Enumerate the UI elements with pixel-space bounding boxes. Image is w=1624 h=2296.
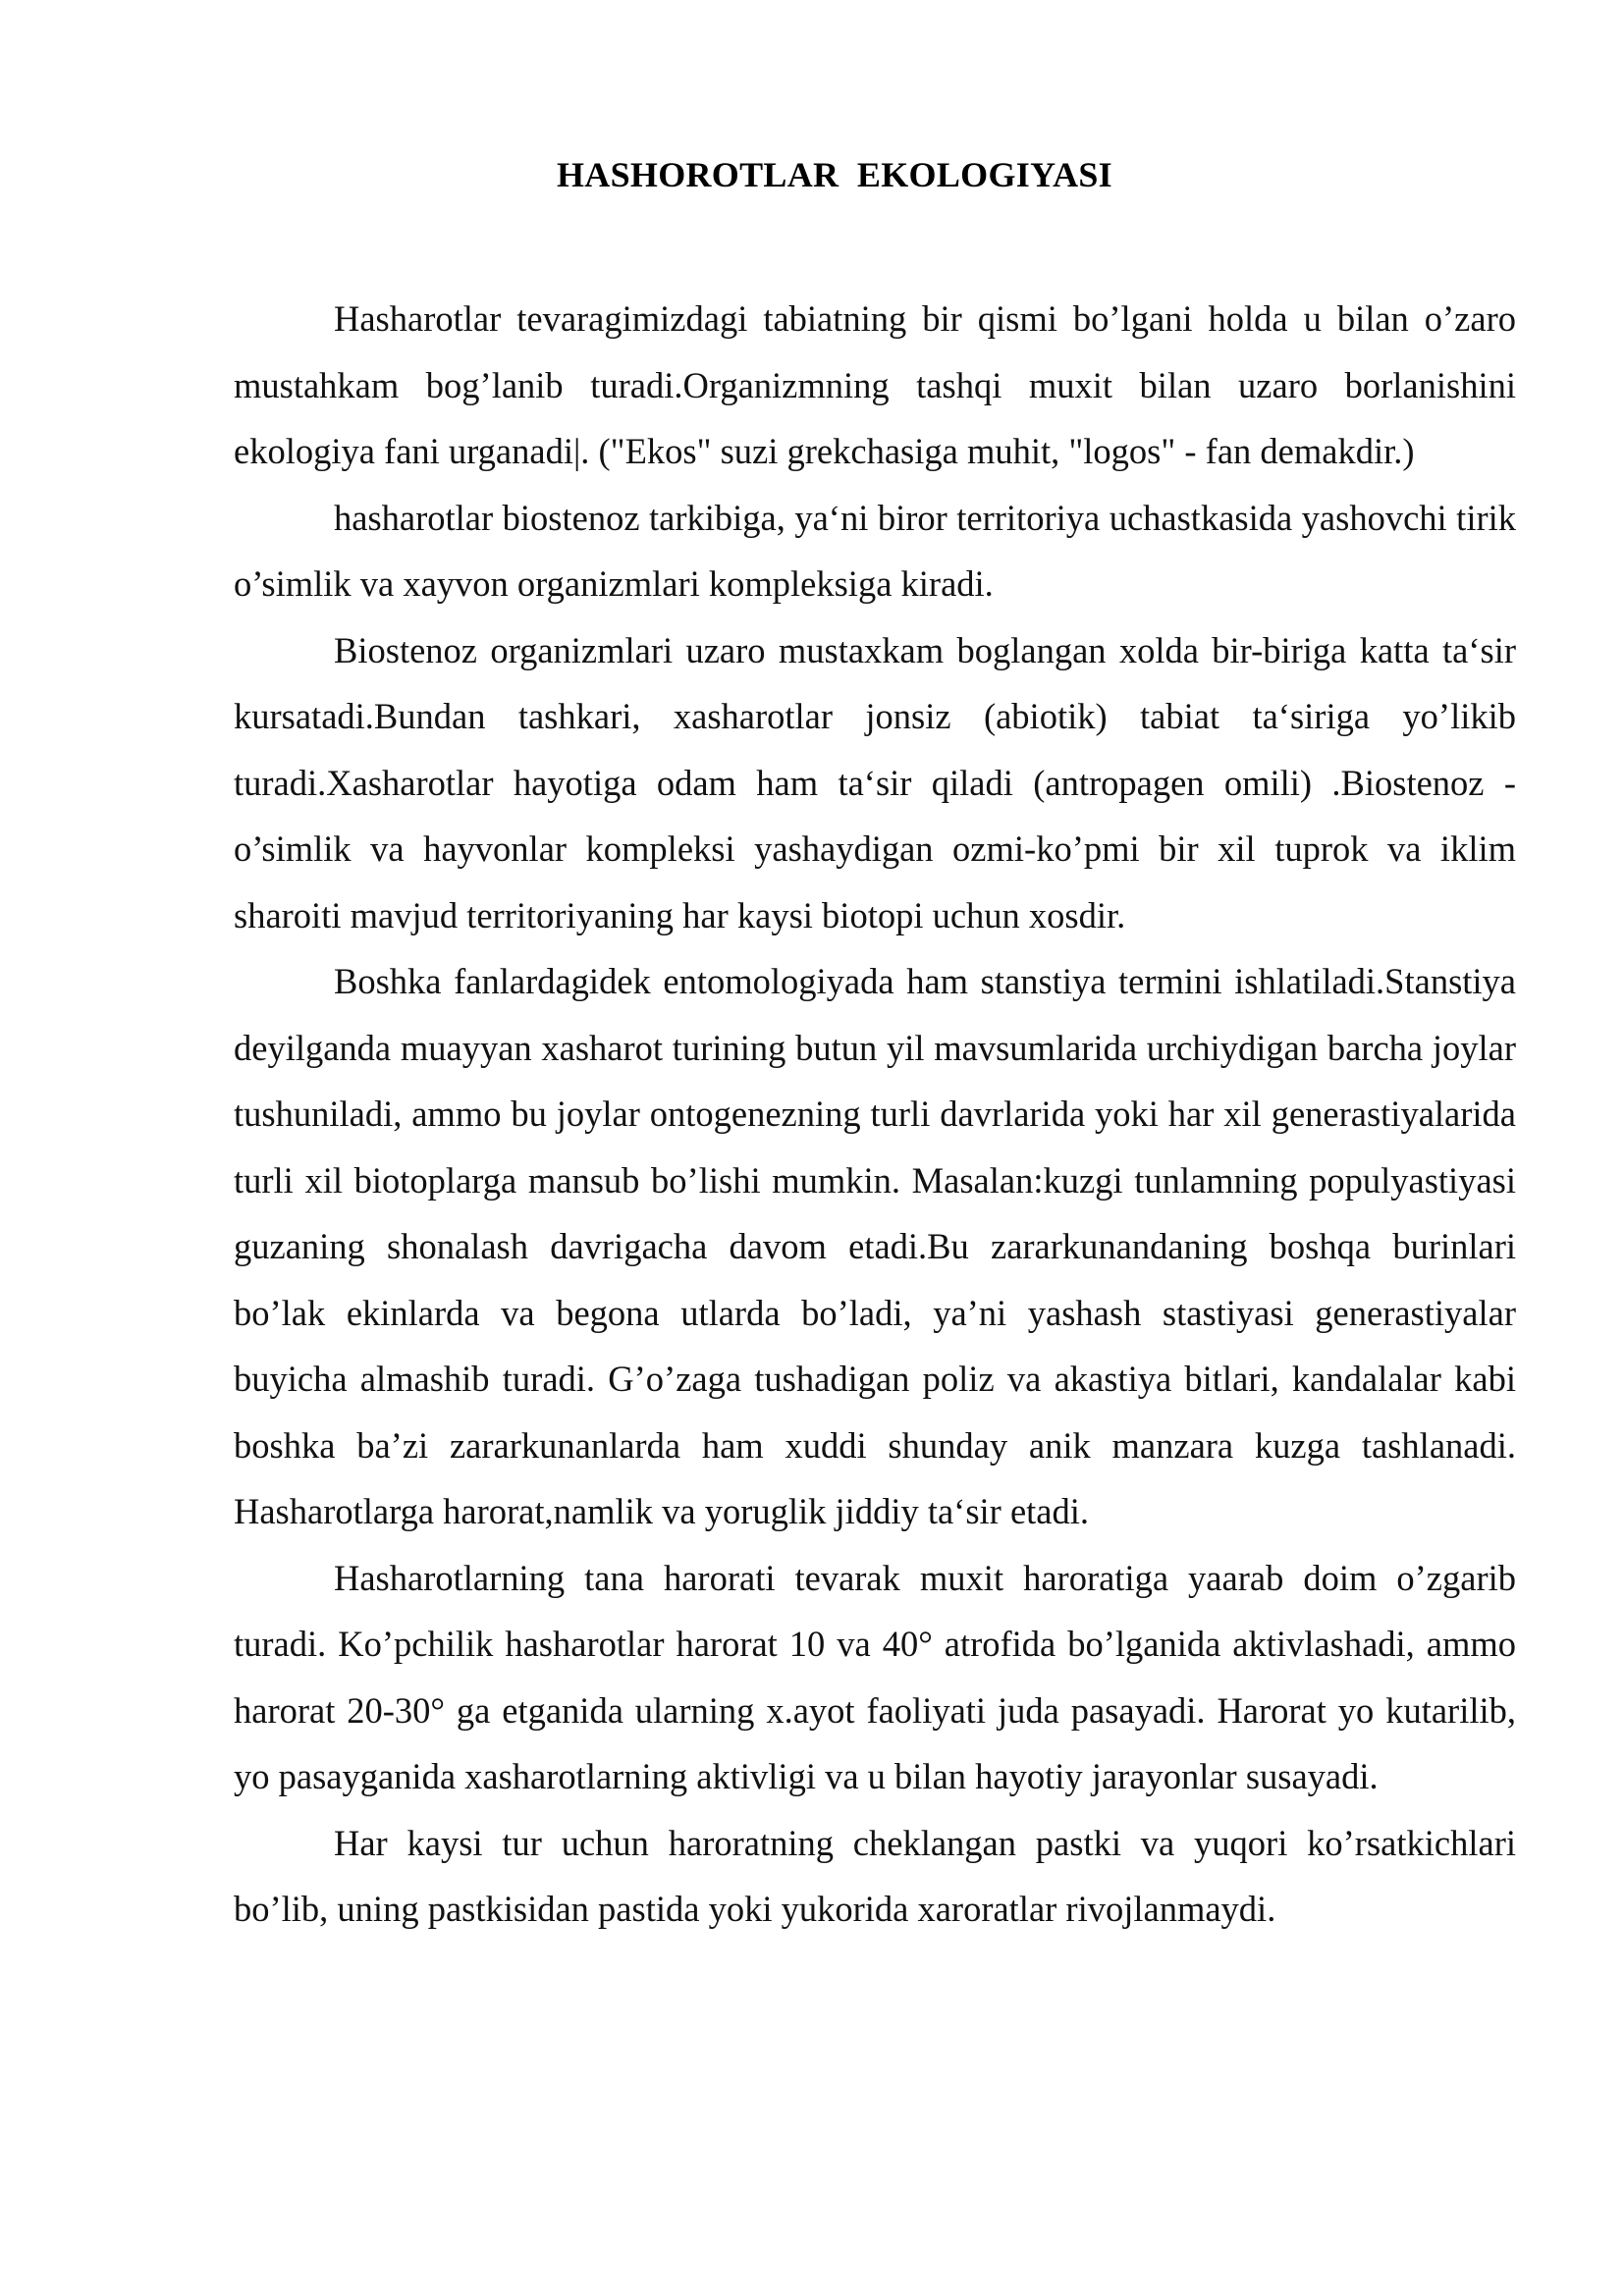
paragraph-6: Har kaysi tur uchun haroratning cheklangan pastki va yuqori ko’rsatkichlari bo’lib, uning pastkisidan pastida yoki yukorida xaroratlar rivojlanmaydi.	[234, 1822, 1516, 1929]
document-title: HASHOROTLAR EKOLOGIYASI	[556, 155, 1112, 194]
document-body	[234, 286, 1516, 1943]
paragraph-5: Hasharotlarning tana harorati tevarak muxit haroratiga yaarab doim o’zgarib turadi. Ko’pchilik hasharotlar harorat 10 va 40° atrofida bo’lganida aktivlashadi, ammo harorat 20-30° ga etganida ularning x.ayot faoliyati juda pasayadi. Harorat yo kutarilib, yo pasayganida xasharotlarning aktivligi va u bilan hayotiy jarayonlar susayadi.	[234, 1557, 1516, 1796]
paragraph-2: hasharotlar biostenoz tarkibiga, ya‘ni biror territoriya uchastkasida yashovchi tirik o’simlik va xayvon organizmlari kompleksiga kiradi.	[234, 497, 1516, 604]
paragraph-3: Biostenoz organizmlari uzaro mustaxkam boglangan xolda bir-biriga katta ta‘sir kursatadi.Bundan tashkari, xasharotlar jonsiz (abiotik) tabiat ta‘siriga yo’likib turadi.Xasharotlar hayotiga odam ham ta‘sir qiladi (antropagen omili) .Biostenoz - o’simlik va hayvonlar kompleksi yashaydigan ozmi-ko’pmi bir xil tuprok va iklim sharoiti mavjud territoriyaning har kaysi biotopi uchun xosdir.	[234, 629, 1516, 935]
paragraph-4: Boshka fanlardagidek entomologiyada ham stanstiya termini ishlatiladi.Stanstiya deyilganda muayyan xasharot turining butun yil mavsumlarida urchiydigan barcha joylar tushuniladi, ammo bu joylar ontogenezning turli davrlarida yoki har xil generastiyalarida turli xil biotoplarga mansub bo’lishi mumkin. Masalan:kuzgi tunlamning populyastiyasi guzaning shonalash davrigacha davom etadi.Bu zararkunandaning boshqa burinlari bo’lak ekinlarda va begona utlarda bo’ladi, ya’ni yashash stastiyasi generastiyalar buyicha almashib turadi. G’o’zaga tushadigan poliz va akastiya bitlari, kandalalar kabi boshka ba’zi zararkunanlarda ham xuddi shunday anik manzara kuzga tashlanadi. Hasharotlarga harorat,namlik va yoruglik jiddiy ta‘sir etadi.	[234, 961, 1516, 1531]
paragraph-1: Hasharotlar tevaragimizdagi tabiatning bir qismi bo’lgani holda u bilan o’zaro mustahkam bog’lanib turadi.Organizmning tashqi muxit bilan uzaro borlanishini ekologiya fani urganadi|. ("Ekos" suzi grekchasiga muhit, "logos" - fan demakdir.)	[234, 298, 1516, 471]
